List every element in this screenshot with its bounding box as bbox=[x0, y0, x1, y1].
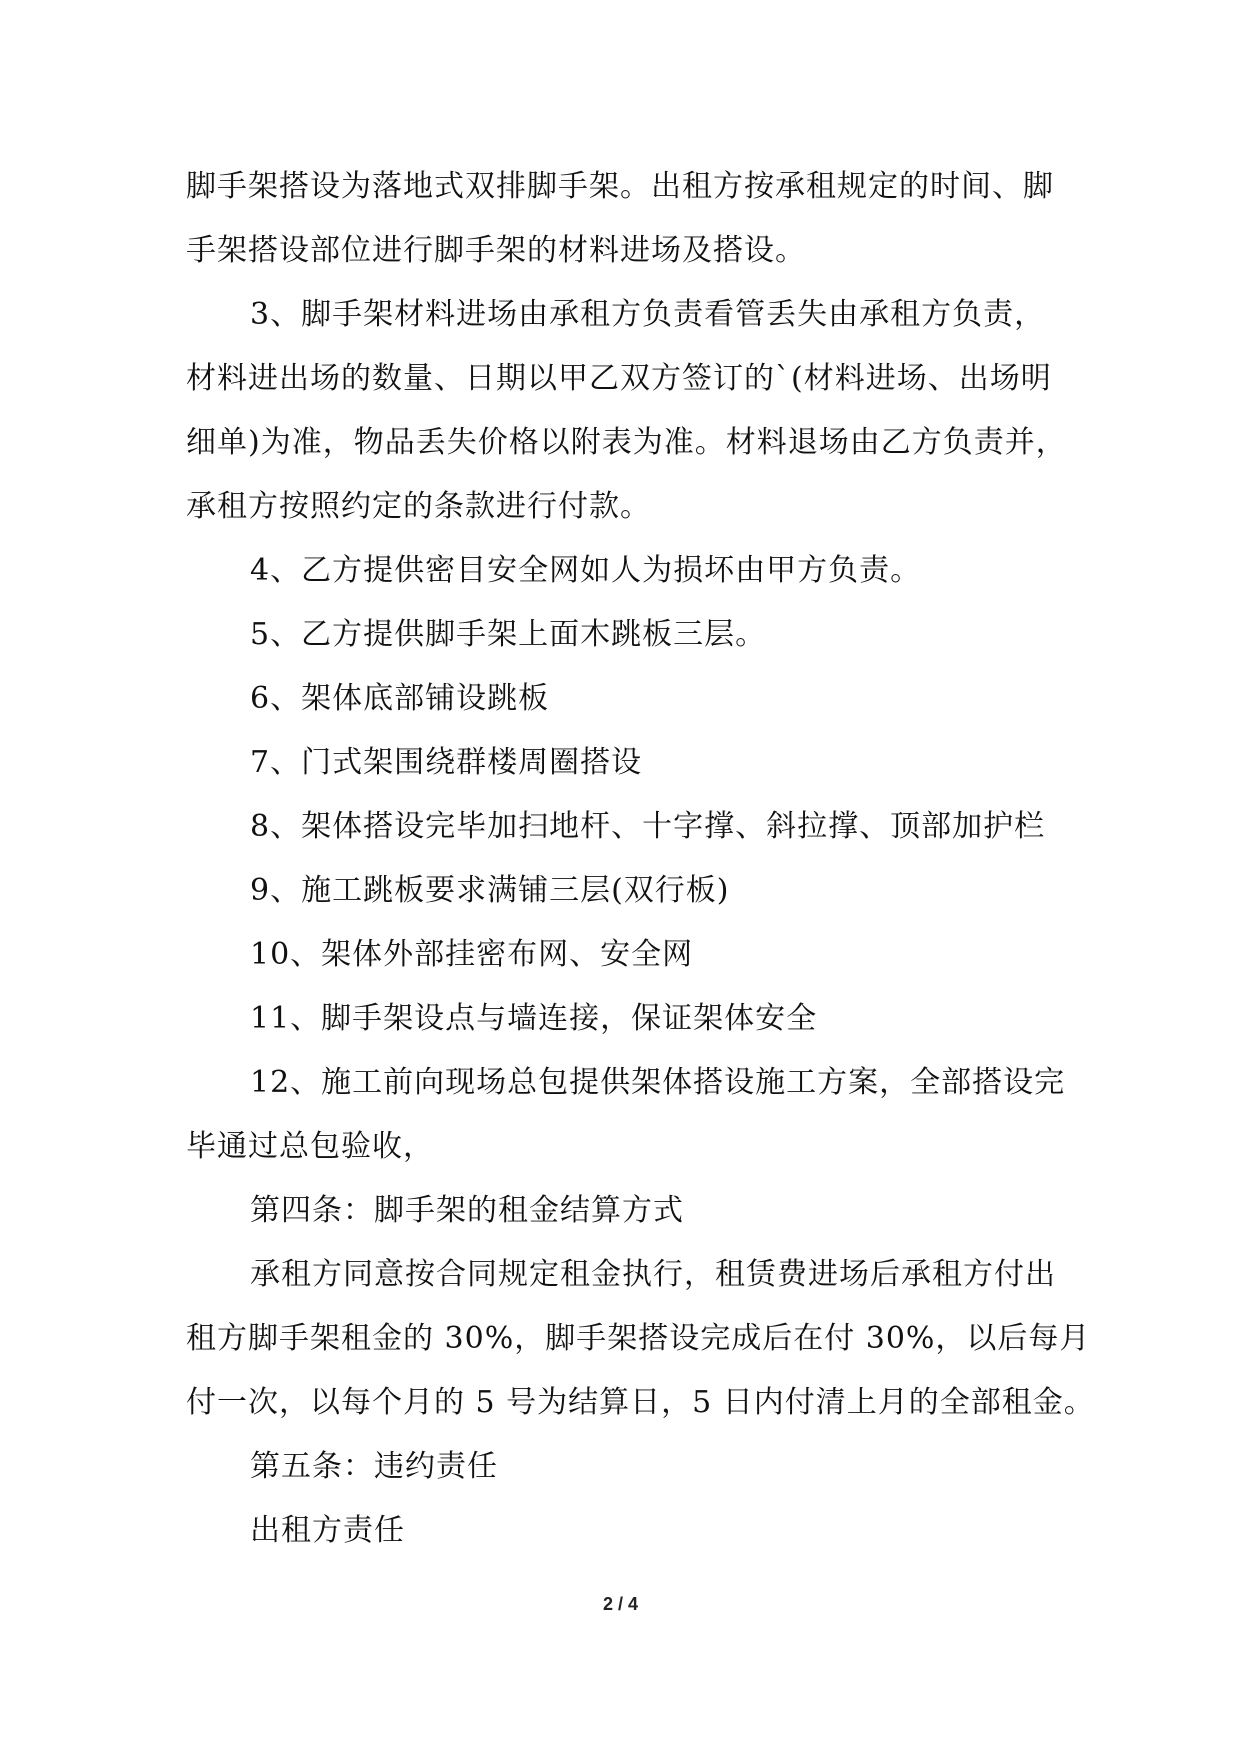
section-4-heading: 第四条：脚手架的租金结算方式 bbox=[250, 1193, 684, 1228]
clause-5-line: 5、乙方提供脚手架上面木跳板三层。 bbox=[250, 617, 767, 652]
text-line: 承租方同意按合同规定租金执行，租赁费进场后承租方付出 bbox=[250, 1257, 1056, 1292]
section-5-heading: 第五条：违约责任 bbox=[250, 1449, 498, 1484]
text-line: 材料进出场的数量、日期以甲乙双方签订的`(材料进场、出场明 bbox=[186, 361, 1052, 396]
clause-4-line: 4、乙方提供密目安全网如人为损坏由甲方负责。 bbox=[250, 553, 922, 588]
clause-8-line: 8、架体搭设完毕加扫地杆、十字撑、斜拉撑、顶部加护栏 bbox=[250, 809, 1046, 844]
clause-12-line: 12、施工前向现场总包提供架体搭设施工方案，全部搭设完 bbox=[250, 1065, 1066, 1100]
clause-9-line: 9、施工跳板要求满铺三层(双行板) bbox=[250, 873, 730, 908]
clause-11-line: 11、脚手架设点与墙连接，保证架体安全 bbox=[250, 1001, 818, 1036]
clause-6-line: 6、架体底部铺设跳板 bbox=[250, 681, 550, 716]
subsection-heading: 出租方责任 bbox=[250, 1513, 405, 1548]
text-line: 手架搭设部位进行脚手架的材料进场及搭设。 bbox=[186, 233, 806, 268]
clause-7-line: 7、门式架围绕群楼周圈搭设 bbox=[250, 745, 643, 780]
text-line: 承租方按照约定的条款进行付款。 bbox=[186, 489, 651, 524]
text-line: 租方脚手架租金的 30%，脚手架搭设完成后在付 30%，以后每月 bbox=[186, 1321, 1091, 1356]
clause-3-line: 3、脚手架材料进场由承租方负责看管丢失由承租方负责， bbox=[250, 297, 1046, 332]
text-line: 毕通过总包验收， bbox=[186, 1129, 434, 1164]
document-body bbox=[186, 155, 1095, 1563]
text-line: 付一次，以每个月的 5 号为结算日，5 日内付清上月的全部租金。 bbox=[186, 1385, 1095, 1420]
page-number: 2 / 4 bbox=[602, 1594, 639, 1614]
clause-10-line: 10、架体外部挂密布网、安全网 bbox=[250, 937, 694, 972]
text-line: 细单)为准，物品丢失价格以附表为准。材料退场由乙方负责并， bbox=[186, 425, 1067, 460]
text-line: 脚手架搭设为落地式双排脚手架。出租方按承租规定的时间、脚 bbox=[186, 169, 1054, 204]
